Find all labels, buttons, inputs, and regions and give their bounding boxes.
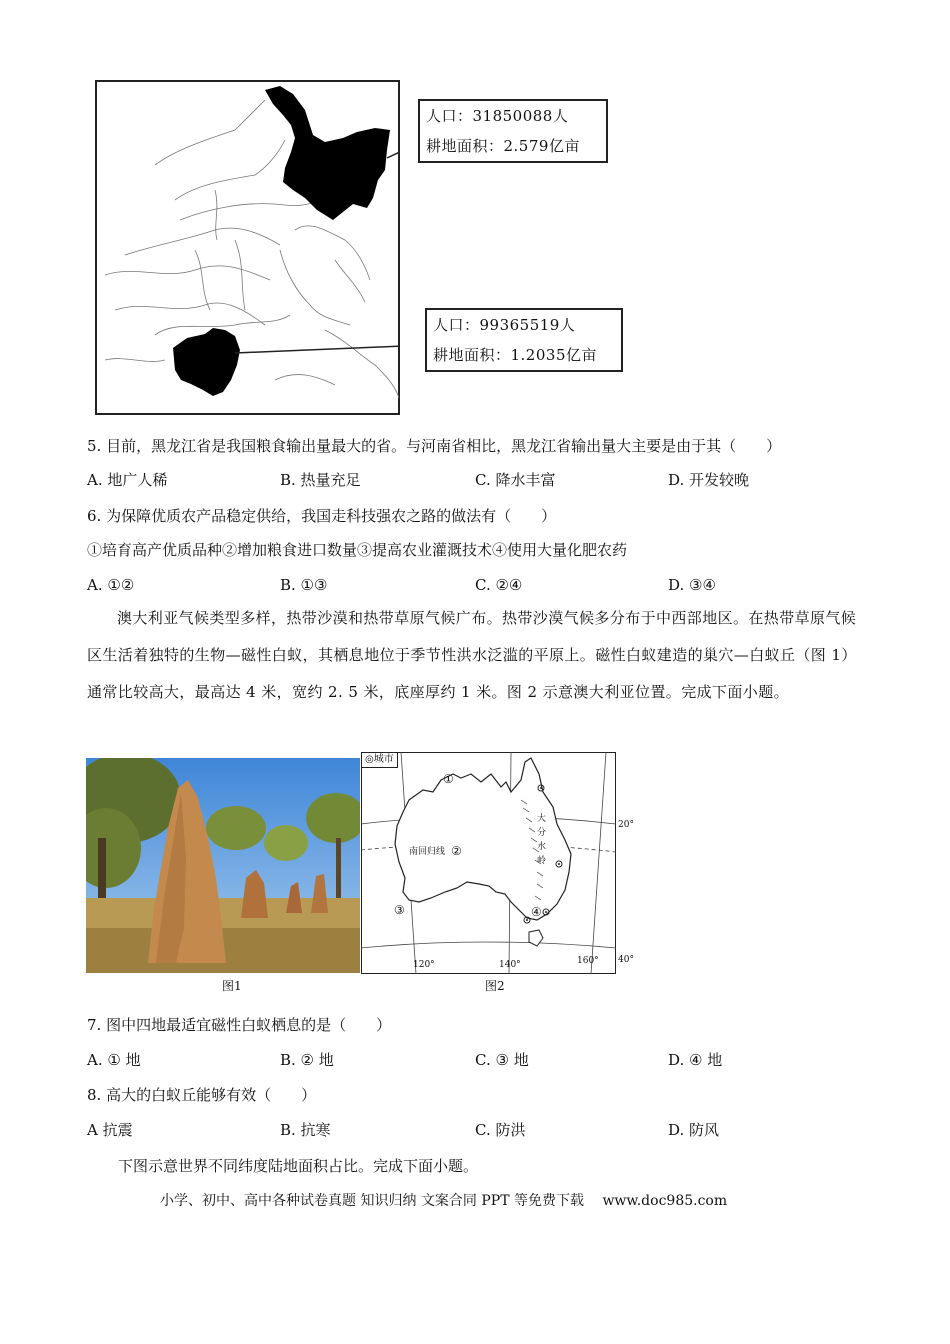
heilongjiang-population: 人口：31850088人 (426, 107, 569, 125)
q8-option-a[interactable]: A 抗震 (87, 1121, 133, 1139)
q8-option-b[interactable]: B. 抗寒 (280, 1121, 331, 1139)
q7-option-c[interactable]: C. ③ 地 (475, 1051, 529, 1069)
figure-2-caption: 图2 (485, 979, 505, 993)
tropic-label: 南回归线 (409, 847, 446, 857)
footer-text: 小学、初中、高中各种试卷真题 知识归纳 文案合同 PPT 等免费下载 (160, 1193, 584, 1209)
q5-option-b[interactable]: B. 热量充足 (280, 471, 361, 489)
marker-1: ① (443, 772, 454, 786)
q5-option-a[interactable]: A. 地广人稀 (87, 471, 168, 489)
page-footer (160, 1190, 741, 1210)
question-6-stem: 6. 为保障优质农产品稳定供给，我国走科技强农之路的做法有（ ） (87, 507, 557, 525)
australia-map (361, 752, 636, 976)
question-6-choices: ①培育高产优质品种②增加粮食进口数量③提高农业灌溉技术④使用大量化肥农药 (87, 541, 628, 559)
lon-140-label: 140° (499, 960, 521, 970)
termite-mound-photo (86, 758, 360, 973)
map-outline (95, 80, 400, 415)
lon-160-label: 160° (577, 956, 599, 966)
q6-option-a[interactable]: A. ①② (87, 576, 135, 594)
henan-info-box (425, 308, 623, 372)
q5-option-d[interactable]: D. 开发较晚 (668, 471, 750, 489)
marker-3: ③ (394, 903, 405, 917)
henan-farmland: 耕地面积：1.2035亿亩 (433, 346, 597, 364)
lat-40-label: 40° (618, 955, 634, 965)
q5-option-c[interactable]: C. 降水丰富 (475, 471, 556, 489)
lon-120-label: 120° (413, 960, 435, 970)
lat-20-label: 20° (618, 820, 634, 830)
map-northeast-china (95, 80, 400, 415)
marker-4: ④ (531, 905, 542, 919)
heilongjiang-farmland: 耕地面积：2.579亿亩 (426, 137, 580, 155)
q6-option-c[interactable]: C. ②④ (475, 576, 523, 594)
city-legend-label: ◎城市 (365, 754, 394, 765)
passage-latitude-land: 下图示意世界不同纬度陆地面积占比。完成下面小题。 (118, 1157, 479, 1175)
figure-1-caption: 图1 (222, 979, 242, 993)
q8-option-d[interactable]: D. 防风 (668, 1121, 720, 1139)
question-7-stem: 7. 图中四地最适宜磁性白蚁栖息的是（ ） (87, 1016, 392, 1034)
question-5-stem: 5. 目前，黑龙江省是我国粮食输出量最大的省。与河南省相比，黑龙江省输出量大主要是由于其（ ） (87, 437, 782, 455)
q8-option-c[interactable]: C. 防洪 (475, 1121, 526, 1139)
heilongjiang-info-box (418, 99, 608, 163)
map-legend (362, 753, 398, 768)
question-8-stem: 8. 高大的白蚁丘能够有效（ ） (87, 1086, 317, 1104)
marker-2: ② (451, 844, 462, 858)
footer-url[interactable]: www.doc985.com (602, 1193, 728, 1209)
q7-option-a[interactable]: A. ① 地 (87, 1051, 141, 1069)
q7-option-d[interactable]: D. ④ 地 (668, 1051, 723, 1069)
q7-option-b[interactable]: B. ② 地 (280, 1051, 334, 1069)
henan-population: 人口：99365519人 (433, 316, 576, 334)
q6-option-b[interactable]: B. ①③ (280, 576, 328, 594)
range-label: 大分水岭 (537, 814, 547, 866)
passage-australia: 澳大利亚气候类型多样，热带沙漠和热带草原气候广布。热带沙漠气候多分布于中西部地区。在热带草原气候区生活着独特的生物—磁性白蚁，其栖息地位于季节性洪水泛滥的平原上。磁性白蚁建造的巢穴—白蚁丘（图 1）通常比较高大，最高达 4 米，宽约 2. 5 米，底座厚约 1 米。图 2 示意澳大利亚位置。完成下面小题。 (87, 609, 857, 701)
q6-option-d[interactable]: D. ③④ (668, 576, 716, 594)
